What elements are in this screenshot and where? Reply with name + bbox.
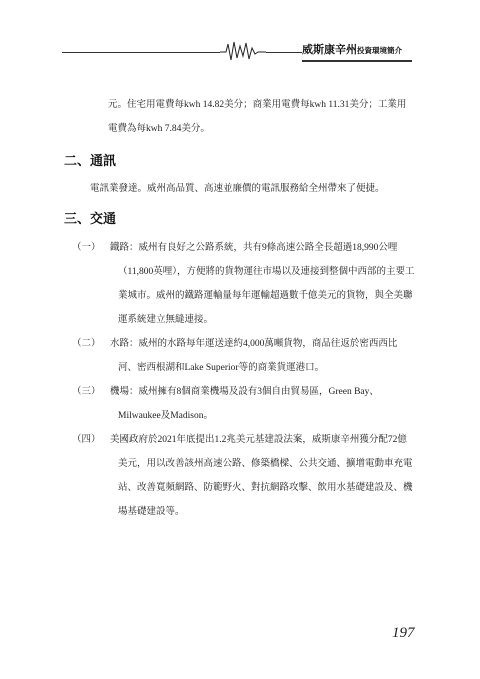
header-title-main: 威斯康辛州 [302,43,357,56]
waterway-line-2: 河、密西根湖和Lake Superior等的商業貨運港口。 [118,363,325,373]
infrastructure-line-3: 站、改善寬頻網路、防範野火、對抗網路攻擊、飲用水基礎建設及、機 [118,483,413,493]
item-number: （一） [72,243,101,253]
item-number: （二） [72,339,101,349]
infrastructure-line-4: 場基礎建設等。 [118,507,185,517]
airport-line-2: Milwaukee及Madison。 [118,411,213,421]
item-number: （三） [72,387,101,397]
infrastructure-line-2: 美元，用以改善該州高速公路、修築橋樑、公共交通、擴增電動車充電 [118,459,413,469]
railway-line-1: 鐵路：威州有良好之公路系統，共有9條高速公路全長超過18,990公哩 [110,243,398,253]
page-number: 197 [392,625,415,641]
running-header-title [302,40,412,62]
intro-line-1: 元。住宅用電費每kwh 14.82美分；商業用電費每kwh 11.31美分；工業用 [108,100,407,110]
header-title-sub: 投資環境簡介 [357,46,402,55]
waterway-line-1: 水路：威州的水路每年運送達約4,000萬噸貨物，商品往返於密西西比 [110,339,398,349]
section-heading-communications: 二、通訊 [64,154,117,169]
item-number: （四） [72,435,101,445]
railway-line-4: 運系統建立無縫連接。 [118,315,214,325]
infrastructure-line-1: 美國政府於2021年底提出1.2兆美元基建設法案，威斯康辛州獲分配72億 [110,435,407,445]
heartbeat-wave-icon [220,40,266,62]
railway-line-3: 業城市。威州的鐵路運輸量每年運輸超過數千億美元的貨物，與全美聯 [118,291,413,301]
header-rule-right [266,52,302,53]
intro-line-2: 電費為每kwh 7.84美分。 [108,124,210,134]
section-heading-transportation: 三、交通 [64,212,117,227]
railway-line-2: （11,800英哩），方便將的貨物運往市場以及連接到整個中西部的主要工 [118,267,415,277]
airport-line-1: 機場：威州擁有8個商業機場及設有3個自由貿易區，Green Bay、 [110,387,379,397]
communications-body: 電訊業發達。威州高品質、高速並廉價的電訊服務給全州帶來了便捷。 [90,184,385,194]
header-rule-left [62,52,220,53]
